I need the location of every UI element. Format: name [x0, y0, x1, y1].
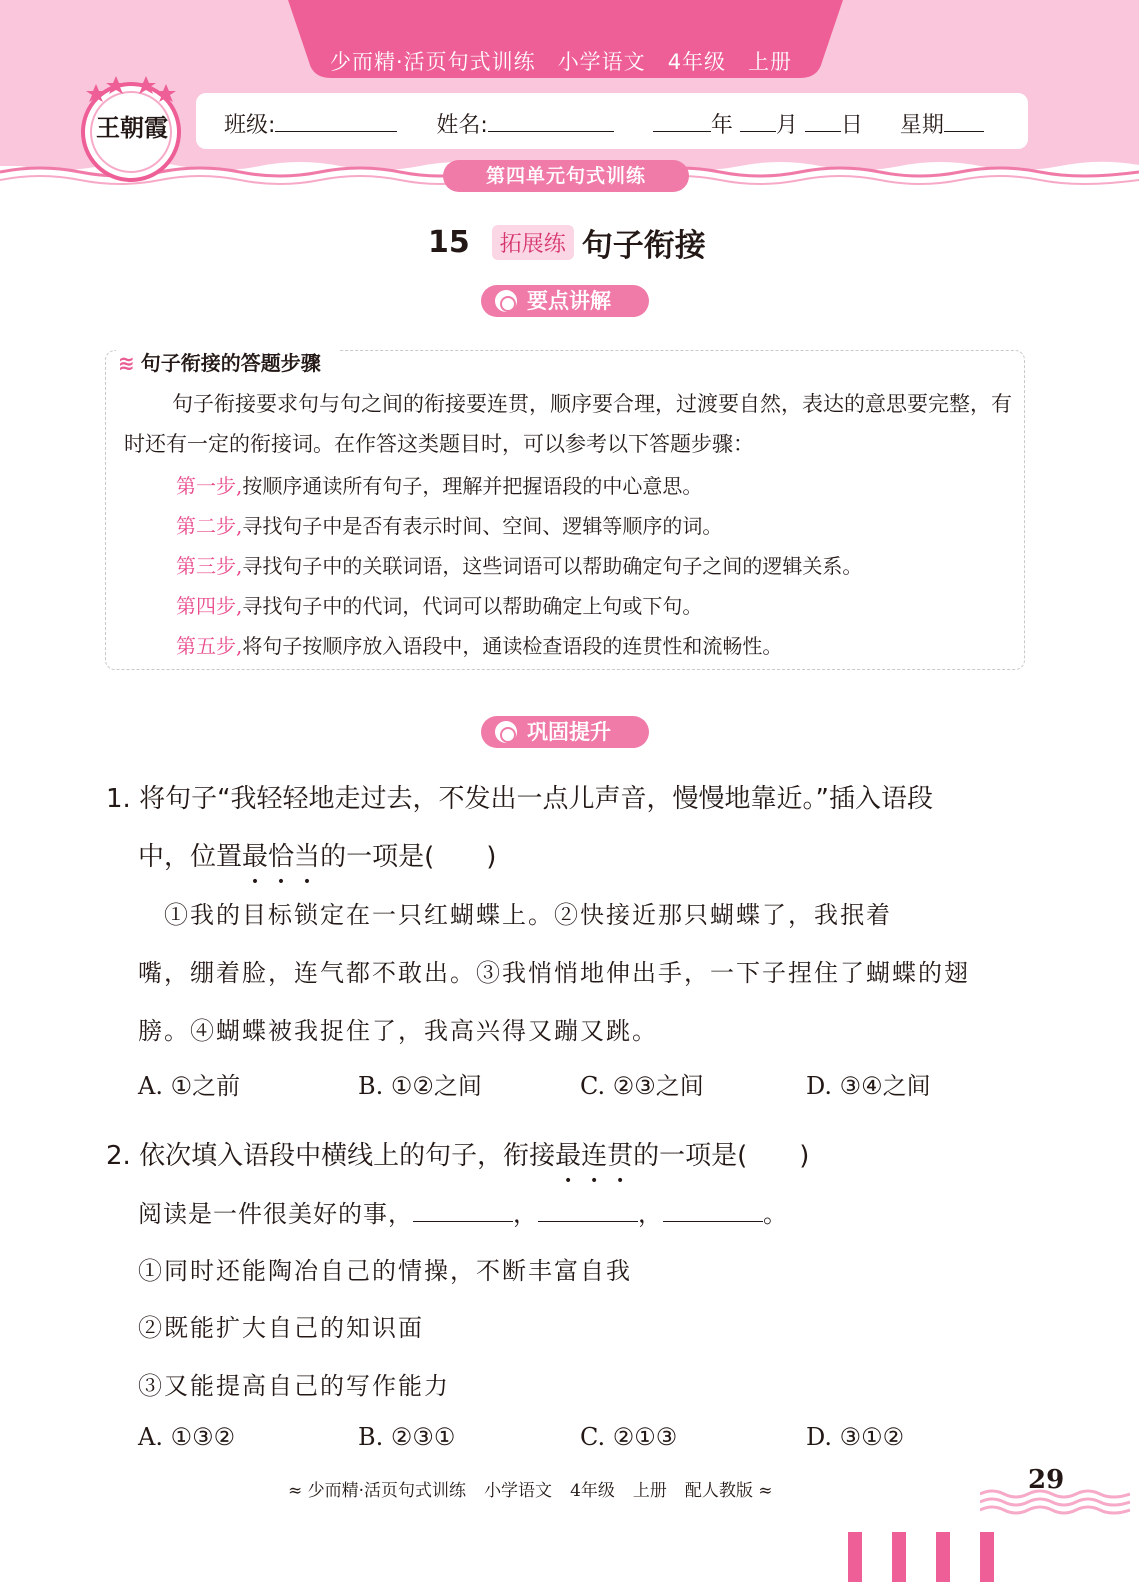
unit-tab: 第四单元句式训练 — [443, 160, 689, 192]
lesson-title — [428, 220, 706, 264]
student-info-row — [224, 108, 984, 139]
question-2-stem: 2. 依次填入语段中横线上的句子，衔接最连贯的一项是( ) — [106, 1141, 810, 1171]
year-blank[interactable] — [653, 112, 711, 132]
weekday-blank[interactable] — [944, 112, 984, 132]
tips-step: 第二步,寻找句子中是否有表示时间、空间、逻辑等顺序的词。 — [176, 514, 723, 538]
practice-pill — [481, 716, 649, 748]
day-label: 日 — [840, 113, 863, 138]
question-1-option-c[interactable]: C. ②③之间 — [580, 1072, 704, 1100]
month-blank[interactable] — [740, 112, 776, 132]
answer-blank[interactable] — [413, 1200, 513, 1222]
question-2-sentence: ②既能扩大自己的知识面 — [138, 1314, 424, 1342]
weekday-label: 星期 — [899, 113, 944, 138]
class-label: 班级: — [224, 113, 276, 138]
lesson-name: 句子衔接 — [581, 228, 706, 264]
question-2-passage: 阅读是一件很美好的事， ， ， 。 — [138, 1200, 788, 1228]
series-title: 少而精·活页句式训练 小学语文 4年级 上册 — [330, 50, 793, 74]
lesson-tag: 拓展练 — [492, 225, 574, 260]
question-1-passage: 膀。④蝴蝶被我捉住了，我高兴得又蹦又跳。 — [138, 1017, 658, 1045]
question-1-stem: 1. 将句子“我轻轻地走过去，不发出一点儿声音，慢慢地靠近。”插入语段 — [106, 784, 934, 814]
lesson-number: 15 — [428, 225, 470, 260]
question-1-option-a[interactable]: A. ①之前 — [138, 1072, 241, 1100]
question-2-option-d[interactable]: D. ③①② — [806, 1423, 905, 1451]
answer-blank[interactable] — [663, 1200, 763, 1222]
question-1-passage: ①我的目标锁定在一只红蝴蝶上。②快接近那只蝴蝶了，我抿着 — [138, 901, 892, 929]
logo-text: 王朝霞 — [96, 113, 168, 142]
month-label: 月 — [775, 113, 798, 138]
question-1-option-d[interactable]: D. ③④之间 — [806, 1072, 931, 1100]
tips-heading: ≋ 句子衔接的答题步骤 — [116, 347, 339, 376]
answer-blank[interactable] — [538, 1200, 638, 1222]
practice-label: 巩固提升 — [527, 720, 611, 744]
tips-step: 第四步,寻找句子中的代词，代词可以帮助确定上句或下句。 — [176, 594, 703, 618]
question-1-stem-cont: 中，位置最恰当的一项是( ) — [138, 842, 497, 872]
year-label: 年 — [710, 113, 733, 138]
key-points-label: 要点讲解 — [527, 289, 611, 313]
medal-icon — [495, 290, 517, 312]
question-1-passage: 嘴，绷着脸，连气都不敢出。③我悄悄地伸出手，一下子捏住了蝴蝶的翅 — [138, 959, 970, 987]
class-blank[interactable] — [275, 112, 397, 132]
footer-series: ≈ 少而精·活页句式训练 小学语文 4年级 上册 配人教版 ≈ — [288, 1481, 773, 1501]
key-points-pill — [481, 285, 649, 317]
medal-icon — [495, 721, 517, 743]
question-2-sentence: ③又能提高自己的写作能力 — [138, 1372, 450, 1400]
question-2-option-a[interactable]: A. ①③② — [138, 1423, 236, 1451]
question-1-option-b[interactable]: B. ①②之间 — [358, 1072, 482, 1100]
question-2-option-c[interactable]: C. ②①③ — [580, 1423, 678, 1451]
name-blank[interactable] — [488, 112, 614, 132]
question-2-sentence: ①同时还能陶冶自己的情操，不断丰富自我 — [138, 1257, 632, 1285]
question-2-option-b[interactable]: B. ②③① — [358, 1423, 456, 1451]
wave-icon: ≋ — [118, 351, 135, 375]
name-label: 姓名: — [436, 113, 488, 138]
page-number: 29 — [1028, 1465, 1065, 1495]
page-wave-decoration — [980, 1486, 1130, 1516]
day-blank[interactable] — [805, 112, 841, 132]
tips-step: 第一步,按顺序通读所有句子，理解并把握语段的中心意思。 — [176, 474, 703, 498]
tips-step: 第三步,寻找句子中的关联词语，这些词语可以帮助确定句子之间的逻辑关系。 — [176, 554, 863, 578]
page-tab-bars — [848, 1532, 998, 1582]
tips-intro: 句子衔接要求句与句之间的衔接要连贯，顺序要合理，过渡要自然，表达的意思要完整，有时还有一定的衔接词。在作答这类题目时，可以参考以下答题步骤： — [124, 392, 1012, 456]
tips-step: 第五步,将句子按顺序放入语段中，通读检查语段的连贯性和流畅性。 — [176, 634, 783, 658]
